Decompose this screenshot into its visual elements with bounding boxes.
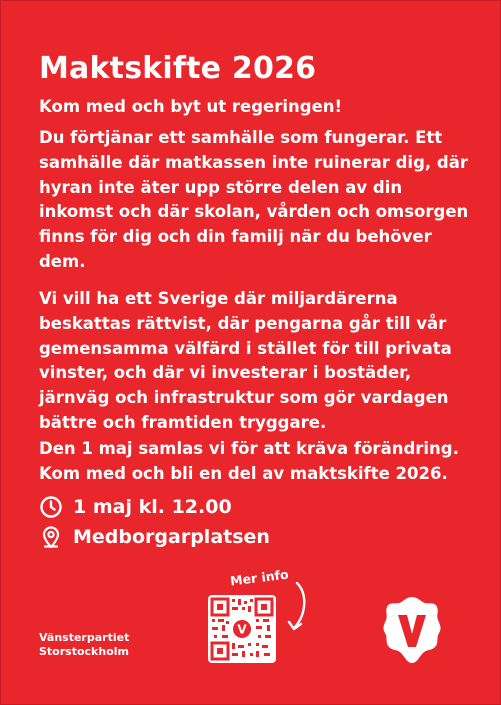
qr-code[interactable] <box>208 595 276 663</box>
event-time: 1 maj kl. 12.00 <box>73 496 232 518</box>
curved-arrow-icon <box>281 579 311 639</box>
poster-subtitle: Kom med och byt ut regeringen! <box>39 97 343 116</box>
organization-line-1: Vänsterpartiet <box>39 631 130 644</box>
organization-name <box>39 631 129 659</box>
paragraph-1: Du förtjänar ett samhälle som fungerar. Ett samhälle där matkassen inte ruinerar dig, där hyran inte äter upp större delen av din inkomst och där skolan, vården och omsorgen finns för dig och din familj när du behöver dem. <box>39 128 469 271</box>
paragraph-3: Den 1 maj samlas vi för att kräva förändring. Kom med och bli en del av maktskifte 2026. <box>39 439 459 483</box>
paragraph-2: Vi vill ha ett Sverige där miljardärerna beskattas rättvist, där pengarna går till vår gemensamma välfärd i stället för till privata vinster, och där vi investerar i bostäder, järnväg och infrastruktur som gör vardagen bättre och framtiden tryggare. <box>39 289 452 432</box>
clock-icon <box>39 495 63 519</box>
qr-code-image <box>208 595 276 663</box>
poster-title: Maktskifte 2026 <box>39 51 317 86</box>
event-place-row <box>39 525 270 549</box>
event-time-row <box>39 495 232 519</box>
party-logo <box>381 594 443 666</box>
organization-line-2: Storstockholm <box>39 645 129 658</box>
location-pin-icon <box>39 525 63 549</box>
event-place: Medborgarplatsen <box>73 526 270 548</box>
mer-info-label: Mer info <box>229 566 290 589</box>
qr-logo-letter: V <box>237 622 247 637</box>
